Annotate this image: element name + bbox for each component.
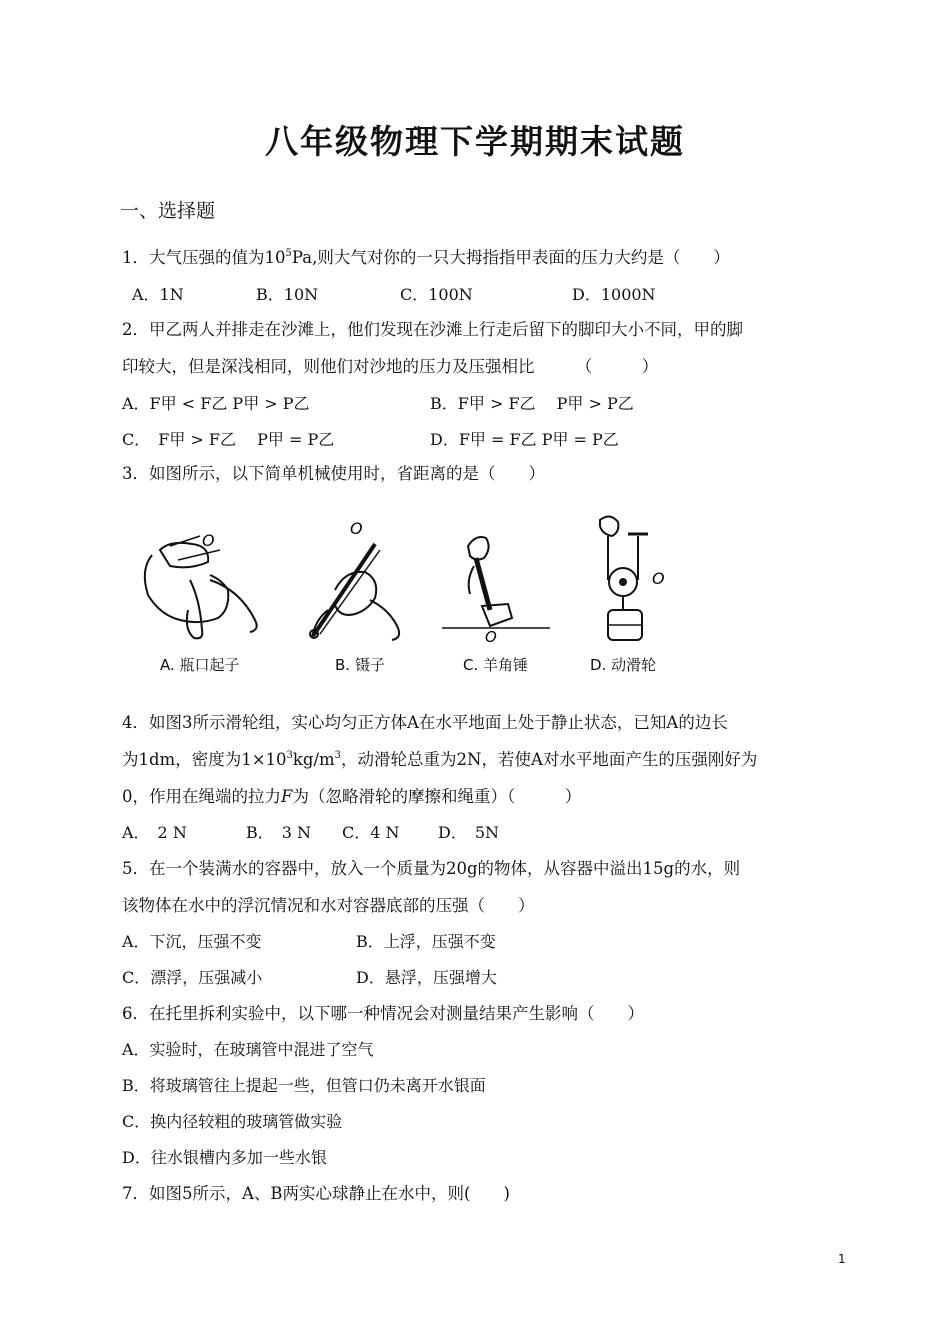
q4-option-b: B． 3 N <box>246 823 312 842</box>
caption-bottle-opener: A. 瓶口起子 <box>160 656 240 674</box>
q5-option-a: A．下沉，压强不变 <box>122 932 262 951</box>
q1-stem-text-a: 1．大气压强的值为10 <box>122 248 286 267</box>
q4-line-2-rest: ，动滑轮总重为2N，若使A对水平地面产生的压强刚好为 <box>341 750 758 769</box>
q4-unit-text: kg/m <box>292 750 335 769</box>
question-6-stem: 6．在托里拆利实验中，以下哪一种情况会对测量结果产生影响（ ） <box>122 1004 644 1023</box>
q1-stem-text-b: Pa,则大气对你的一只大拇指指甲表面的压力大约是（ ） <box>291 248 730 267</box>
page-number: 1 <box>838 1252 846 1266</box>
page-title: 八年级物理下学期期末试题 <box>265 122 685 161</box>
question-4-line-3 <box>122 787 581 807</box>
q4-exponent-1: 3 <box>286 750 293 761</box>
q5-option-c: C．漂浮，压强减小 <box>122 968 263 987</box>
q4-line-3-text-b: 为（忽略滑轮的摩擦和绳重）（ ） <box>292 787 582 806</box>
q6-option-d: D．往水银槽内多加一些水银 <box>122 1148 327 1167</box>
q4-option-a: A． 2 N <box>122 823 187 842</box>
question-2-line-2: 印较大，但是深浅相同，则他们对沙地的压力及压强相比 （ ） <box>122 357 659 376</box>
q6-option-b: B．将玻璃管往上提起一些，但管口仍未离开水银面 <box>122 1076 486 1095</box>
q4-line-3-text-a: 0，作用在绳端的拉力 <box>122 787 281 806</box>
q1-option-c: C．100N <box>400 285 473 304</box>
q6-option-c: C．换内径较粗的玻璃管做实验 <box>122 1112 343 1131</box>
q1-option-b: B．10N <box>256 285 319 304</box>
caption-movable-pulley: D. 动滑轮 <box>590 656 657 674</box>
section-heading: 一、选择题 <box>120 200 216 222</box>
q2-option-d: D．F甲 = F乙 P甲 = P乙 <box>430 430 619 449</box>
q5-option-b: B．上浮，压强不变 <box>356 932 496 951</box>
caption-tweezers: B. 镊子 <box>335 656 385 674</box>
bottle-opener-illustration <box>145 536 257 638</box>
pivot-label-d: O <box>652 569 665 588</box>
caption-claw-hammer: C. 羊角锤 <box>463 656 529 674</box>
question-2-line-1: 2．甲乙两人并排走在沙滩上，他们发现在沙滩上行走后留下的脚印大小不同，甲的脚 <box>122 320 743 339</box>
q6-option-a: A．实验时，在玻璃管中混进了空气 <box>122 1040 374 1059</box>
q2-option-c: C． F甲 > F乙 P甲 = P乙 <box>122 430 335 449</box>
claw-hammer-illustration <box>442 537 550 628</box>
q4-option-c: C．4 N <box>342 823 400 842</box>
q2-option-b: B．F甲 > F乙 P甲 > P乙 <box>430 394 634 413</box>
question-4-line-1: 4．如图3所示滑轮组，实心均匀正方体A在水平地面上处于静止状态，已知A的边长 <box>122 713 728 732</box>
q1-option-d: D．1000N <box>572 285 656 304</box>
question-4-line-2 <box>122 750 757 770</box>
question-5-line-2: 该物体在水中的浮沉情况和水对容器底部的压强（ ） <box>122 896 535 915</box>
pivot-label-c: O <box>485 628 497 646</box>
q4-option-d: D． 5N <box>438 823 500 842</box>
q4-force-symbol: F <box>281 787 293 806</box>
movable-pulley-illustration <box>600 516 648 640</box>
q4-density-text: 为1dm，密度为1×10 <box>122 750 287 769</box>
pivot-label-b: O <box>350 519 363 538</box>
q4-exponent-2: 3 <box>334 750 342 761</box>
question-1-stem <box>122 248 730 268</box>
q5-option-d: D．悬浮，压强增大 <box>356 968 497 987</box>
q2-option-a: A．F甲 < F乙 P甲 > P乙 <box>122 394 310 413</box>
question-7-stem: 7．如图5所示，A、B两实心球静止在水中，则( ) <box>122 1184 510 1203</box>
question-5-line-1: 5．在一个装满水的容器中，放入一个质量为20g的物体，从容器中溢出15g的水，则 <box>122 859 741 878</box>
question-3-stem: 3．如图所示，以下简单机械使用时，省距离的是（ ） <box>122 464 545 483</box>
q1-exponent: 5 <box>285 248 292 259</box>
pivot-label-a: O <box>202 531 215 550</box>
q1-option-a: A．1N <box>132 285 184 304</box>
tweezers-illustration <box>310 544 399 640</box>
